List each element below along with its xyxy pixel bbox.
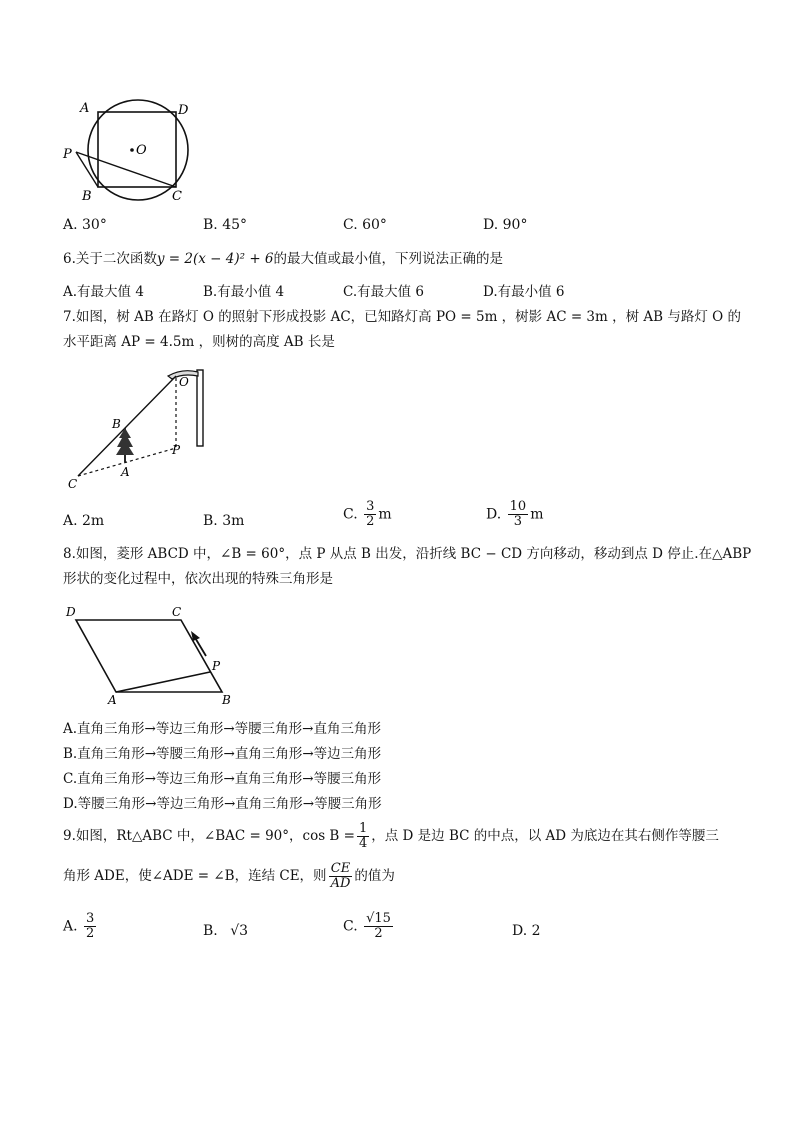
q9-stem-line2 — [63, 860, 395, 892]
q5-label-c: C — [172, 189, 182, 204]
q5-option-d: D. 90° — [483, 217, 528, 233]
q7-option-d-prefix: D. — [486, 506, 502, 523]
q9-stem-line1 — [63, 820, 719, 852]
q5-label-p: P — [63, 147, 72, 162]
q5-label-o: O — [136, 143, 147, 158]
q9-option-d: D. 2 — [512, 923, 541, 939]
q9-cos-num: 1 — [358, 821, 368, 836]
q7-tree-icon — [116, 428, 134, 455]
q6-stem-suffix: 的最大值或最小值，下列说法正确的是 — [273, 251, 504, 267]
q7-label-a: A — [121, 465, 130, 479]
q8-option-b: B.直角三角形→等腰三角形→直角三角形→等边三角形 — [63, 746, 382, 762]
q7-option-c — [343, 500, 392, 529]
q7-option-b: B. 3m — [203, 513, 245, 529]
q7-option-d-unit: m — [530, 506, 544, 523]
q9-option-a-den: 2 — [86, 926, 95, 941]
q6-option-b: B.有最小值 4 — [203, 284, 285, 300]
q9-option-b-prefix: B. — [203, 923, 218, 939]
q7-ray-oc — [78, 376, 176, 476]
q5-segment-pb — [76, 152, 98, 187]
q6-option-c: C.有最大值 6 — [343, 284, 425, 300]
q6-stem-prefix: 6.关于二次函数 — [63, 251, 157, 267]
q8-stem-line2: 形状的变化过程中，依次出现的特殊三角形是 — [63, 571, 333, 587]
q7-option-d-den: 3 — [513, 514, 523, 529]
q8-label-c: C — [172, 605, 182, 619]
q9-cos-fraction — [357, 822, 369, 851]
q8-option-c: C.直角三角形→等边三角形→直角三角形→等腰三角形 — [63, 771, 382, 787]
q8-rhombus — [76, 620, 222, 692]
q7-option-d — [486, 500, 543, 529]
q7-option-c-unit: m — [378, 506, 392, 523]
q8-option-a: A.直角三角形→等边三角形→等腰三角形→直角三角形 — [63, 721, 381, 737]
q5-option-b: B. 45° — [203, 217, 248, 233]
q5-figure — [60, 96, 200, 208]
q9-line2-b: 的值为 — [354, 868, 395, 884]
q9-option-a-prefix: A. — [63, 918, 78, 935]
q7-label-c: C — [68, 477, 78, 491]
q9-line2-a: 角形 ADE，使∠ADE = ∠B，连结 CE，则 — [63, 868, 327, 884]
q9-ratio-den: AD — [330, 876, 351, 891]
q7-option-d-fraction — [508, 500, 529, 529]
q7-option-c-den: 2 — [366, 514, 375, 529]
q7-option-c-prefix: C. — [343, 506, 358, 523]
q7-stem-line2: 水平距离 AP = 4.5m ，则树的高度 AB 长是 — [63, 334, 335, 350]
q9-option-b — [203, 922, 248, 940]
q6-option-a: A.有最大值 4 — [63, 284, 144, 300]
q7-lamp-post — [197, 370, 203, 446]
q9-option-c-num: √15 — [366, 911, 391, 926]
q7-label-o: O — [179, 375, 189, 389]
q9-option-c-den: 2 — [374, 926, 383, 941]
q5-label-a: A — [80, 101, 90, 116]
q5-label-b: B — [82, 189, 92, 204]
q8-label-b: B — [222, 693, 231, 707]
q8-label-d: D — [66, 605, 76, 619]
q9-option-b-value: √3 — [230, 923, 249, 939]
q7-label-b: B — [112, 417, 121, 431]
q6-formula: y = 2(x − 4)² + 6 — [156, 251, 274, 267]
q9-ratio-num: CE — [330, 861, 351, 876]
q5-label-d: D — [178, 103, 189, 118]
q9-option-c-prefix: C. — [343, 918, 358, 935]
q8-option-d: D.等腰三角形→等边三角形→直角三角形→等腰三角形 — [63, 796, 382, 812]
q9-option-a-num: 3 — [86, 911, 95, 926]
q6-option-d: D.有最小值 6 — [483, 284, 565, 300]
q5-segment-pc — [76, 152, 176, 187]
q9-line1-a: 9.如图，Rt△ABC 中，∠BAC = 90°，cos B = — [63, 828, 355, 844]
q9-cos-den: 4 — [358, 836, 368, 851]
q7-option-c-fraction — [364, 500, 376, 529]
q9-ratio-fraction — [329, 862, 353, 891]
q5-center-dot — [130, 148, 134, 152]
q6-stem — [63, 250, 503, 268]
q9-line1-b: ，点 D 是边 BC 的中点，以 AD 为底边在其右侧作等腰三 — [371, 828, 719, 844]
q5-option-c: C. 60° — [343, 217, 387, 233]
q9-option-c-fraction — [364, 912, 393, 941]
q8-segment-ap — [116, 672, 210, 692]
q7-stem-line1: 7.如图，树 AB 在路灯 O 的照射下形成投影 AC，已知路灯高 PO = 5m ，树影 AC = 3m ，树 AB 与路灯 O 的 — [63, 309, 742, 325]
q8-figure — [62, 600, 242, 710]
q7-option-a: A. 2m — [63, 513, 105, 529]
q8-label-p: P — [212, 659, 221, 673]
q7-option-d-num: 10 — [509, 499, 527, 514]
q8-label-a: A — [108, 693, 117, 707]
q9-option-a-fraction — [84, 912, 96, 941]
q7-option-c-num: 3 — [366, 499, 375, 514]
q9-option-a — [63, 912, 98, 941]
q5-option-a: A. 30° — [63, 217, 107, 233]
q8-stem-line1: 8.如图，菱形 ABCD 中，∠B = 60°，点 P 从点 B 出发，沿折线 BC − CD 方向移动，移动到点 D 停止.在△ABP — [63, 546, 752, 562]
q7-label-p: P — [172, 443, 181, 457]
q7-figure — [64, 362, 224, 492]
q9-option-c — [343, 912, 395, 941]
